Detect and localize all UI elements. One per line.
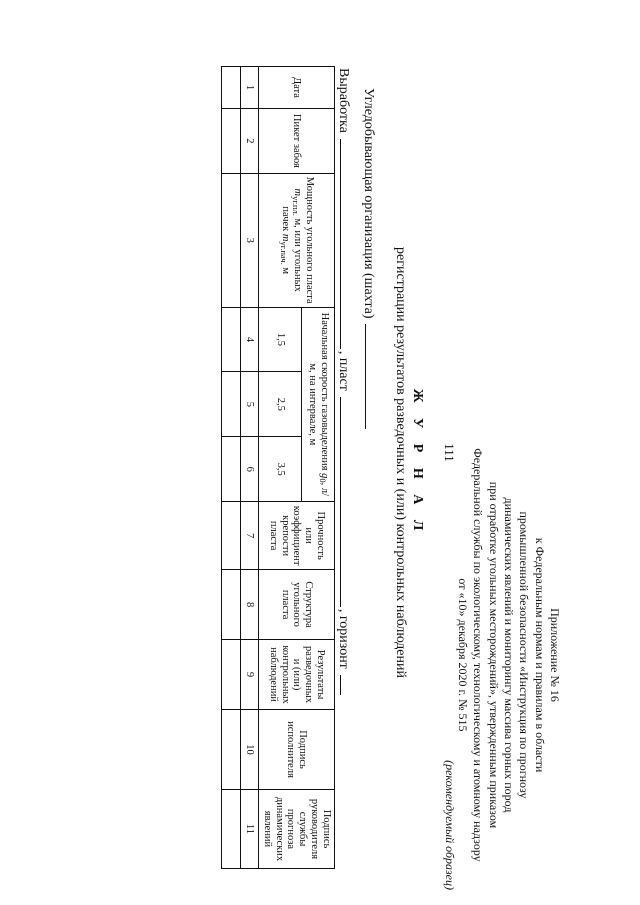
column-number: 3 — [241, 173, 259, 307]
appendix-line: промышленной безопасности «Инструкция по прогнозу — [517, 511, 532, 799]
table-cell[interactable] — [222, 437, 241, 502]
horizon-blank — [340, 675, 351, 695]
table-cell[interactable] — [222, 570, 241, 640]
excavation-label: Выработка — [336, 68, 351, 133]
document-title: Ж У Р Н А Л — [410, 388, 425, 537]
column-number: 11 — [241, 789, 259, 868]
table-cell[interactable] — [222, 640, 241, 710]
column-number: 4 — [241, 307, 259, 372]
appendix-line: при отработке угольных месторождений», утвержденным приказом — [486, 481, 501, 829]
appendix-line: Федеральной службы по экологическому, технологическому и атомному надзору — [471, 448, 486, 862]
document-subtitle: регистрации результатов разведочных и (или) контрольных наблюдений — [393, 247, 408, 678]
table-cell[interactable] — [222, 108, 241, 173]
organization-field — [360, 88, 376, 429]
column-number: 9 — [241, 640, 259, 710]
seam-label: , пласт — [336, 350, 351, 391]
table-row — [222, 67, 241, 869]
header-interval: 1,5 — [259, 307, 302, 372]
header-results: Результаты разведочных и (или) контрольных наблюдений — [259, 640, 335, 710]
sample-note: (рекомендуемый образец) — [443, 760, 457, 890]
column-number: 1 — [241, 67, 259, 109]
header-interval: 3,5 — [259, 437, 302, 502]
header-gas-rate: Начальная скорость газовыделения $g_0$, л/м, на интервале, м — [302, 307, 335, 502]
table-cell[interactable] — [222, 307, 241, 372]
appendix-line: к Федеральным нормам и правилам в области — [532, 537, 547, 773]
column-number: 7 — [241, 502, 259, 570]
table-cell[interactable] — [222, 67, 241, 109]
seam-blank — [340, 397, 351, 607]
header-executor-signature: Подпись исполнителя — [259, 710, 335, 790]
header-seam-thickness: Мощность угольного пласта $m_{уг.пл.}$ м, или угольных пачек $m_{уг.пач.}$ м — [259, 173, 335, 307]
organization-label: Угледобывающая организация (шахта) — [361, 88, 376, 319]
table-cell[interactable] — [222, 372, 241, 437]
table-cell[interactable] — [222, 789, 241, 868]
horizon-label: , горизонт — [336, 608, 351, 669]
excavation-blank — [340, 139, 351, 349]
appendix-line: от «10» декабря 2020 г. № 515 — [455, 578, 470, 732]
header-date: Дата — [259, 67, 335, 109]
column-number: 2 — [241, 108, 259, 173]
column-number: 10 — [241, 710, 259, 790]
table-cell[interactable] — [222, 710, 241, 790]
appendix-line: Приложение № 16 — [548, 608, 562, 702]
appendix-line: динамических явлений и мониторингу массива горных пород — [501, 497, 516, 813]
header-head-signature: Подпись руководителя службы прогноза динамических явлений — [259, 789, 335, 868]
table-cell[interactable] — [222, 173, 241, 307]
column-number: 6 — [241, 437, 259, 502]
header-strength: Прочность или коэффициент крепости пласта — [259, 502, 335, 570]
column-number: 8 — [241, 570, 259, 640]
table-cell[interactable] — [222, 502, 241, 570]
header-picket: Пикет забоя — [259, 108, 335, 173]
header-interval: 2,5 — [259, 372, 302, 437]
appendix-header — [454, 420, 562, 890]
organization-blank — [365, 324, 376, 429]
location-fields — [335, 68, 351, 695]
journal-table — [221, 66, 335, 869]
page-number: 111 — [442, 443, 457, 462]
column-number: 5 — [241, 372, 259, 437]
header-structure: Структура угольного пласта — [259, 570, 335, 640]
